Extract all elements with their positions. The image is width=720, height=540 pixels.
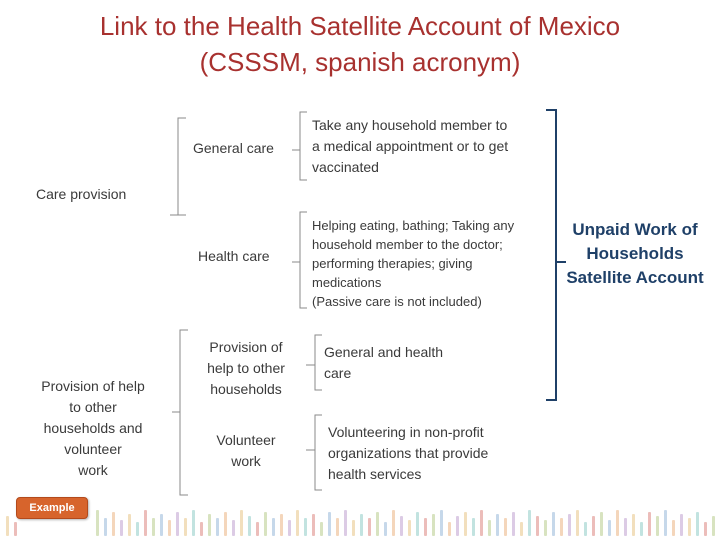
example-badge: [16, 497, 88, 519]
provision-help-label: [191, 337, 301, 400]
help-line-4: volunteer: [64, 441, 122, 457]
general-care-bracket: [300, 112, 307, 180]
volunteer-line-1: Volunteer: [216, 432, 276, 448]
help-volunteer-label: [18, 376, 168, 481]
help-volunteer-bracket: [180, 330, 188, 495]
account-bracket: [546, 110, 556, 400]
help-line-2: to other: [69, 399, 117, 415]
volunteer-description: [328, 422, 488, 485]
help-line-1: Provision of help: [41, 378, 145, 394]
satellite-account-label: [560, 218, 710, 290]
account-line-2: Households: [586, 244, 684, 263]
volunteer-line-2: work: [231, 453, 261, 469]
title-line-1: Link to the Health Satellite Account of Mexico: [99, 11, 621, 41]
health-care-bracket: [300, 212, 307, 308]
general-care-label: [193, 138, 274, 159]
decorative-footer-pattern: [0, 508, 720, 540]
health-desc-line-3: performing therapies; giving: [312, 256, 473, 271]
volunteer-desc-line-2: organizations that provide: [328, 445, 489, 461]
provision-line-2: help to other: [207, 360, 285, 376]
health-care-description: [312, 216, 514, 311]
volunteer-desc-line-3: health services: [328, 466, 422, 482]
volunteer-desc-bracket: [315, 415, 322, 490]
account-line-3: Satellite Account: [566, 268, 704, 287]
provision-desc-line-2: care: [324, 365, 352, 381]
health-desc-line-1: Helping eating, bathing; Taking any: [312, 218, 515, 233]
help-line-5: work: [78, 462, 108, 478]
health-desc-line-4: medications: [312, 275, 382, 290]
account-line-1: Unpaid Work of: [572, 220, 698, 239]
care-provision-label: [36, 184, 126, 205]
help-line-3: households and: [43, 420, 143, 436]
provision-line-3: households: [210, 381, 282, 397]
example-badge-text: Example: [29, 502, 75, 514]
care-provision-bracket: [178, 118, 186, 215]
general-desc-line-2: a medical appointment or to get: [312, 138, 509, 154]
volunteer-work-label: [191, 430, 301, 472]
care-provision-text: Care provision: [36, 186, 127, 202]
provision-description: [324, 342, 443, 384]
health-desc-line-5: (Passive care is not included): [312, 294, 482, 309]
title-line-2: (CSSSM, spanish acronym): [199, 47, 521, 77]
general-desc-line-3: vaccinated: [312, 159, 379, 175]
provision-desc-line-1: General and health: [324, 344, 444, 360]
general-care-text: General care: [193, 140, 274, 156]
provision-line-1: Provision of: [209, 339, 283, 355]
general-desc-line-1: Take any household member to: [312, 117, 508, 133]
health-care-text: Health care: [198, 248, 270, 264]
volunteer-desc-line-1: Volunteering in non-profit: [328, 424, 484, 440]
general-care-description: [312, 115, 508, 178]
provision-desc-bracket: [315, 335, 322, 390]
health-care-label: [198, 246, 270, 267]
health-desc-line-2: household member to the doctor;: [312, 237, 503, 252]
